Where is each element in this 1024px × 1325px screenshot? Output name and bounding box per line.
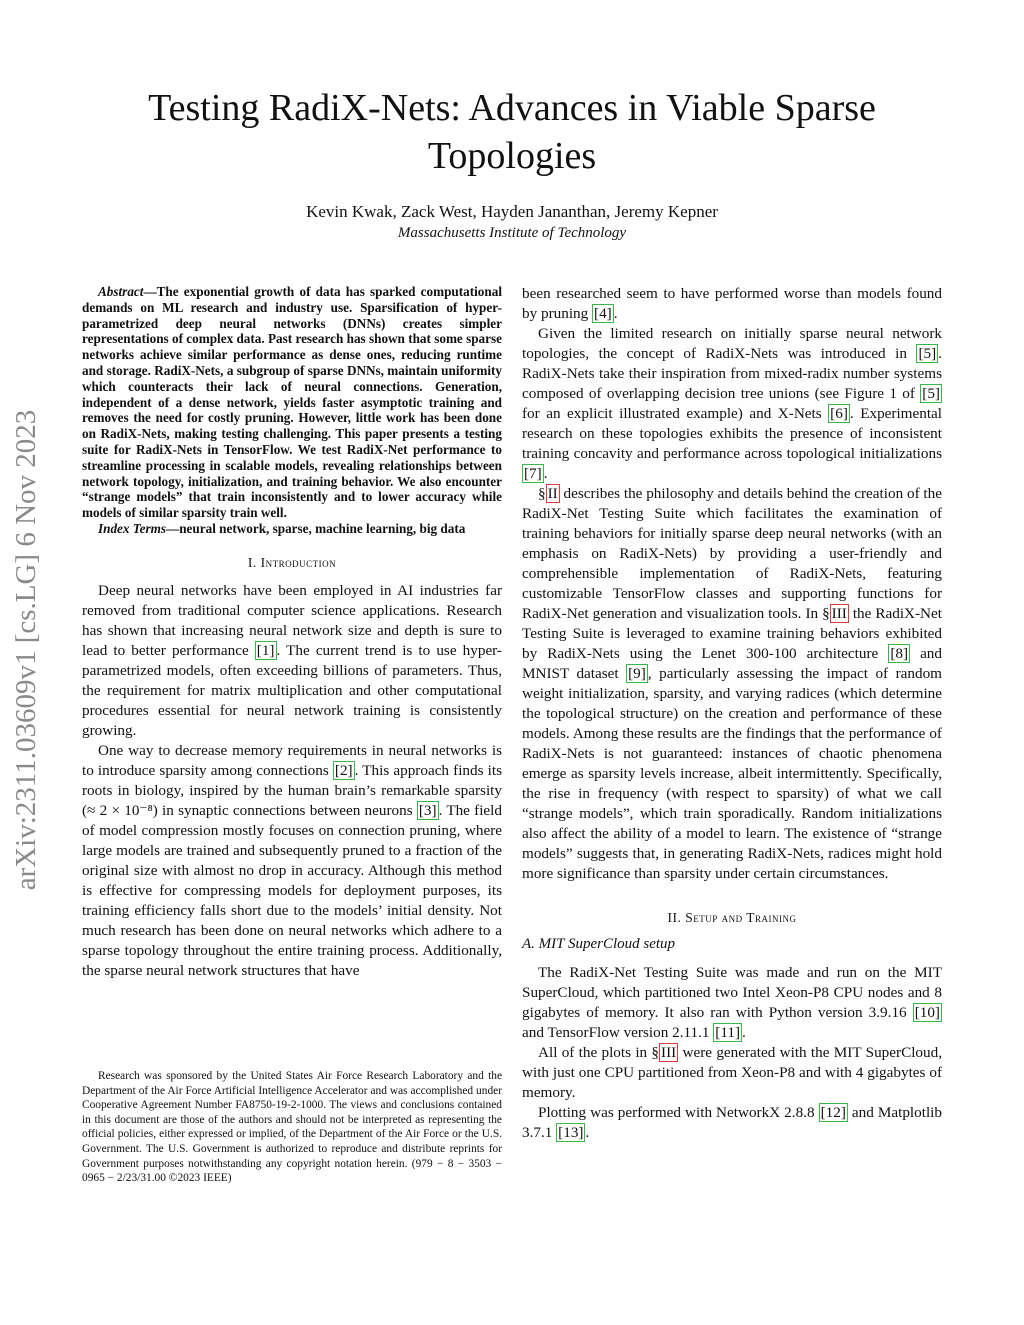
arxiv-identifier: arXiv:2311.03609v1 [cs.LG] 6 Nov 2023 [10,409,42,891]
text-span: . RadiX-Nets take their inspiration from mixed-radix number systems composed of overlapping decision tree unions (see Figure 1 of [522,345,942,402]
paper-title: Testing RadiX-Nets: Advances in Viable Sparse Topologies [148,87,876,177]
text-span: , particularly assessing the impact of random weight initialization, sparsity, and varying radices (which determine the topological structure) on the creation and performance of these models. Among these results are the findings that the performance of RadiX-Nets is not guaranteed: instances of chaotic phenomena emerge as sparsity levels increase, albeit intermittently. Specifically, the rise in frequency (with respect to sparsity) of what we call “strange models”, which train sporadically. Random initializations also affect the ability of a model to learn. The existence of “strange models” suggests that, in generating RadiX-Nets, radices might hold more significance than sparsity under certain circumstances. [522,665,942,882]
affiliation: Massachusetts Institute of Technology [397,225,627,241]
citation-link[interactable]: [8] [890,645,909,662]
setup-paragraph-2 [522,1043,942,1103]
text-span: The RadiX-Net Testing Suite was made and run on the MIT SuperCloud, which partitioned two Intel Xeon-P8 CPU nodes and 8 gigabytes of memory. It also ran with Python version 3.9.16 [522,964,942,1021]
index-terms-lead: Index Terms [98,520,167,536]
citation-link[interactable]: [10] [914,1004,940,1021]
intro-paragraph-4 [522,484,942,884]
abstract-text: —The exponential growth of data has sparked computational demands on ML research and industry use. Sparsification of hyper-parametrized deep neural networks (DNNs) creates simpler representations of complex data. Past research has shown that some sparse networks achieve similar performance as dense ones, reducing runtime and storage. RadiX-Nets, a subgroup of sparse DNNs, maintain uniformity which counteracts their lack of neural connections. Generation, independent of a dense network, yields faster asymptotic training and removes the need for costly pruning. However, little work has been done on RadiX-Nets, making testing challenging. This paper presents a testing suite for RadiX-Nets in TensorFlow. We test RadiX-Net performance to streamline processing in scalable models, revealing relationships between network topology, initialization, and training behavior. We also encounter “strange models” that train inconsistently and to lower accuracy while models of similar sparsity train well. [82,284,502,521]
intro-paragraph-1 [82,581,502,741]
text-span: for an explicit illustrated example) and X-Nets [522,405,829,422]
section-heading-setup: II. Setup and Training [667,910,797,925]
citation-link[interactable]: [13] [558,1124,584,1141]
text-span: been researched seem to have performed worse than models found by pruning [522,285,942,322]
intro-paragraph-3 [522,324,942,484]
citation-link[interactable]: [4] [594,305,612,322]
text-span: . Experimental research on these topologies exhibits the presence of inconsistent training concavity and performance across topological initializations [522,405,943,462]
setup-paragraph-3 [522,1103,942,1143]
citation-link[interactable]: [7] [524,465,542,482]
text-span: Deep neural networks have been employed in AI industries far removed from traditional computer science applications. Research has shown that increasing neural network size and depth is sure to lead to better performance [82,581,502,659]
section-link[interactable]: II [547,485,558,502]
citation-link[interactable]: [11] [715,1024,741,1041]
citation-link[interactable]: [6] [830,405,848,422]
citation-link[interactable]: [1] [256,641,275,659]
abstract-lead: Abstract [98,284,144,299]
citation-link[interactable]: [5] [918,345,937,362]
text-span: and Matplotlib 3.7.1 [522,1104,942,1141]
subsection-heading-supercloud: A. MIT SuperCloud setup [522,936,676,952]
text-span: . This approach finds its roots in biology, inspired by the human brain’s remarkable sparsity (≈ 2 × 10⁻⁸) in synaptic connections between neurons [82,761,502,819]
intro-paragraph-2 [82,741,502,981]
citation-link[interactable]: [9] [628,665,646,682]
citation-link[interactable]: [2] [334,761,353,779]
text-span: and TensorFlow version 2.11.1 [522,1024,714,1041]
text-span: All of the plots in § [538,1044,660,1061]
text-span: § [538,485,546,502]
section-link[interactable]: III [831,605,847,622]
intro-paragraph-2-cont [522,284,942,324]
text-span: describes the philosophy and details behind the creation of the RadiX-Net Testing Suite which facilitates the examination of training behaviors for initially sparse deep neural networks (with an emphasis on RadiX-Nets) by providing a user-friendly and comprehensible implementation of RadiX-Nets, featuring customizable TensorFlow classes and supporting functions for RadiX-Net generation and visualization tools. In § [522,485,942,622]
text-span: were generated with the MIT SuperCloud, with just one CPU partitioned from Xeon-P8 and with 4 gigabytes of memory. [522,1044,942,1101]
funding-footnote: Research was sponsored by the United States Air Force Research Laboratory and the Department of the Air Force Artificial Intelligence Accelerator and was accomplished under Cooperative Agreement Number FA8750-19-2-1000. The views and conclusions contained in this document are those of the authors and should not be interpreted as representing the official policies, either expressed or implied, of the Department of the Air Force or the U.S. Government. The U.S. Government is authorized to reproduce and distribute reprints for Government purposes notwithstanding any copyright notation herein. (979 − 8 − 3503 − 0965 − 2/23/31.00 ©2023 IEEE) [82,1070,502,1185]
text-span: . The field of model compression mostly focuses on connection pruning, where large models are trained and subsequently pruned to a fraction of the original size with almost no drop in accuracy. Although this method is effective for compressing models for deployment purposes, its training efficiency falls short due to the models’ initial density. Not much research has been done on neural networks which adhere to a sparse topology throughout the entire training process. Additionally, the sparse neural network structures that have [82,801,502,979]
abstract [82,284,502,521]
section-link[interactable]: III [661,1044,677,1061]
text-span: Given the limited research on initially sparse neural network topologies, the concept of RadiX-Nets was introduced in [522,325,942,362]
text-span: . [613,305,618,322]
text-span: and MNIST dataset [522,645,942,682]
setup-paragraph-1 [522,963,942,1043]
text-span: the RadiX-Net Testing Suite is leveraged to examine training behaviors exhibited by RadiX-Nets using the Lenet 300-100 architecture [522,605,942,662]
text-span: . The current trend is to use hyper-parametrized models, often exceeding billions of parameters. Thus, the requirement for matrix multiplication and other computational procedures essential for neural network training is consistently growing. [82,641,502,739]
index-terms-text: —neural network, sparse, machine learning, big data [166,520,466,536]
text-span: One way to decrease memory requirements in neural networks is to introduce sparsity among connections [82,741,502,779]
citation-link[interactable]: [5] [922,385,940,402]
section-heading-introduction: I. Introduction [247,554,337,570]
text-span: . [742,1024,746,1041]
text-span: . [585,1124,590,1141]
citation-link[interactable]: [12] [820,1104,846,1121]
text-span: Plotting was performed with NetworkX 2.8.8 [538,1104,819,1121]
citation-link[interactable]: [3] [418,801,437,819]
author-list: Kevin Kwak, Zack West, Hayden Jananthan, Jeremy Kepner [306,202,718,221]
right-column [522,284,942,1143]
index-terms [82,521,502,537]
left-column [82,284,502,981]
text-span: . [543,465,548,482]
